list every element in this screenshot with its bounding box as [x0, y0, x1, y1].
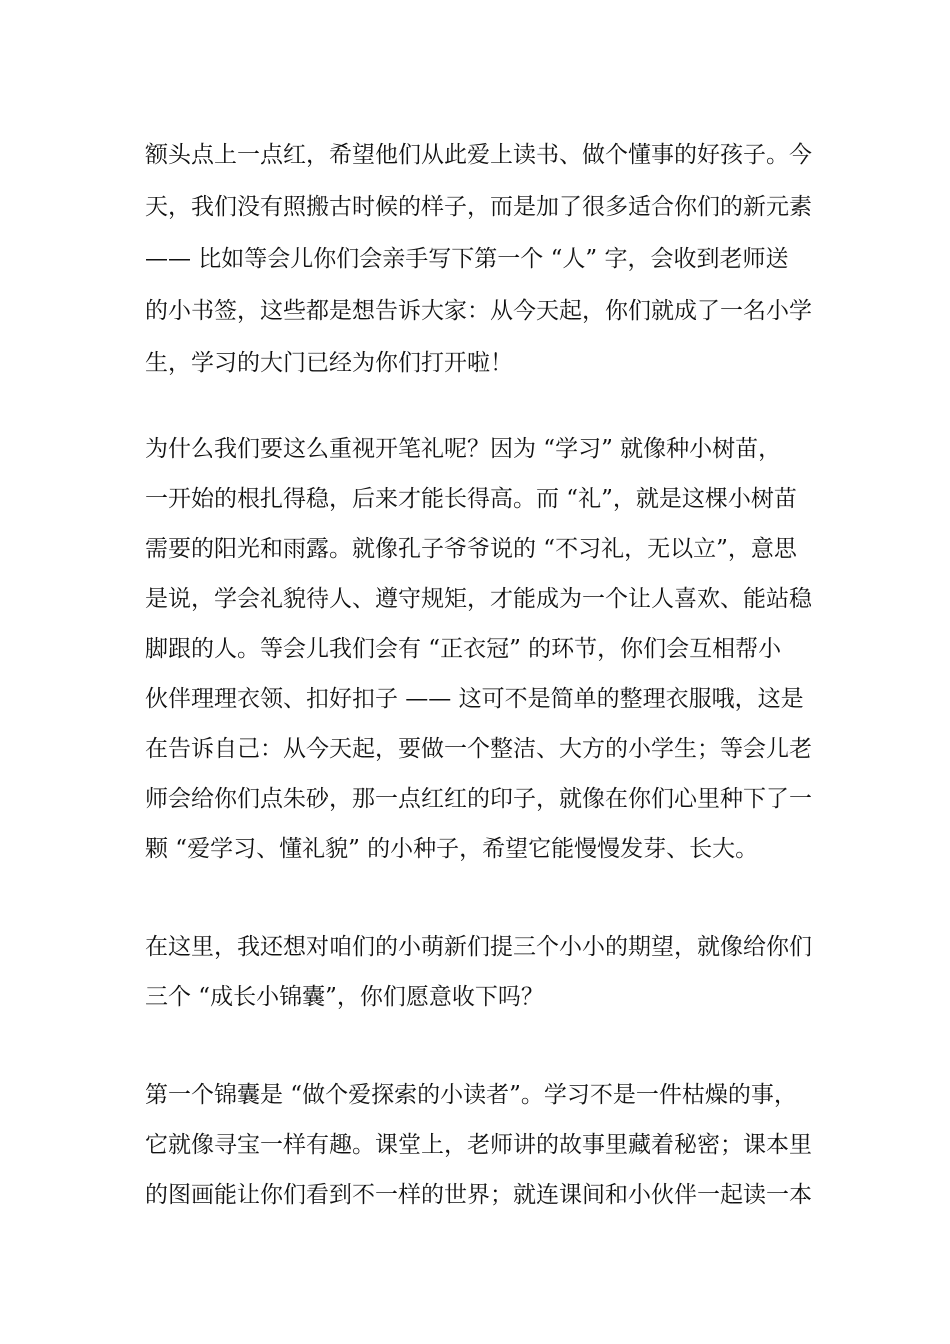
- paragraph-line: 的小书签，这些都是想告诉大家：从今天起，你们就成了一名小学: [145, 298, 812, 324]
- paragraph-line: 在这里，我还想对咱们的小萌新们提三个小小的期望，就像给你们: [145, 934, 812, 960]
- paragraph-line: 生，学习的大门已经为你们打开啦！: [145, 350, 513, 376]
- paragraph-line: 伙伴理理衣领、扣好扣子 —— 这可不是简单的整理衣服哦，这是: [145, 686, 804, 712]
- paragraph-line: 颗 “爱学习、懂礼貌” 的小种子，希望它能慢慢发芽、长大。: [145, 836, 759, 862]
- paragraph-line: 它就像寻宝一样有趣。课堂上，老师讲的故事里藏着秘密；课本里: [145, 1132, 812, 1158]
- paragraph-line: 一开始的根扎得稳，后来才能长得高。而 “礼”，就是这棵小树苗: [145, 486, 797, 512]
- paragraph-line: 在告诉自己：从今天起，要做一个整洁、大方的小学生；等会儿老: [145, 736, 812, 762]
- paragraph-line: 第一个锦囊是 “做个爱探索的小读者”。学习不是一件枯燥的事，: [145, 1082, 797, 1108]
- paragraph-line: 的图画能让你们看到不一样的世界；就连课间和小伙伴一起读一本: [145, 1182, 812, 1208]
- paragraph-line: 需要的阳光和雨露。就像孔子爷爷说的 “不习礼，无以立”，意思: [145, 536, 797, 562]
- paragraph-line: 是说，学会礼貌待人、遵守规矩，才能成为一个让人喜欢、能站稳: [145, 586, 812, 612]
- paragraph-line: 天，我们没有照搬古时候的样子，而是加了很多适合你们的新元素: [145, 194, 812, 220]
- paragraph-line: 为什么我们要这么重视开笔礼呢？因为 “学习” 就像种小树苗，: [145, 436, 782, 462]
- paragraph-line: 脚跟的人。等会儿我们会有 “正衣冠” 的环节，你们会互相帮小: [145, 636, 782, 662]
- paragraph-line: 师会给你们点朱砂，那一点红红的印子，就像在你们心里种下了一: [145, 786, 812, 812]
- paragraph-line: —— 比如等会儿你们会亲手写下第一个 “人” 字，会收到老师送: [145, 246, 789, 272]
- paragraph-line: 额头点上一点红，希望他们从此爱上读书、做个懂事的好孩子。今: [145, 142, 812, 168]
- paragraph-line: 三个 “成长小锦囊”，你们愿意收下吗？: [145, 984, 544, 1010]
